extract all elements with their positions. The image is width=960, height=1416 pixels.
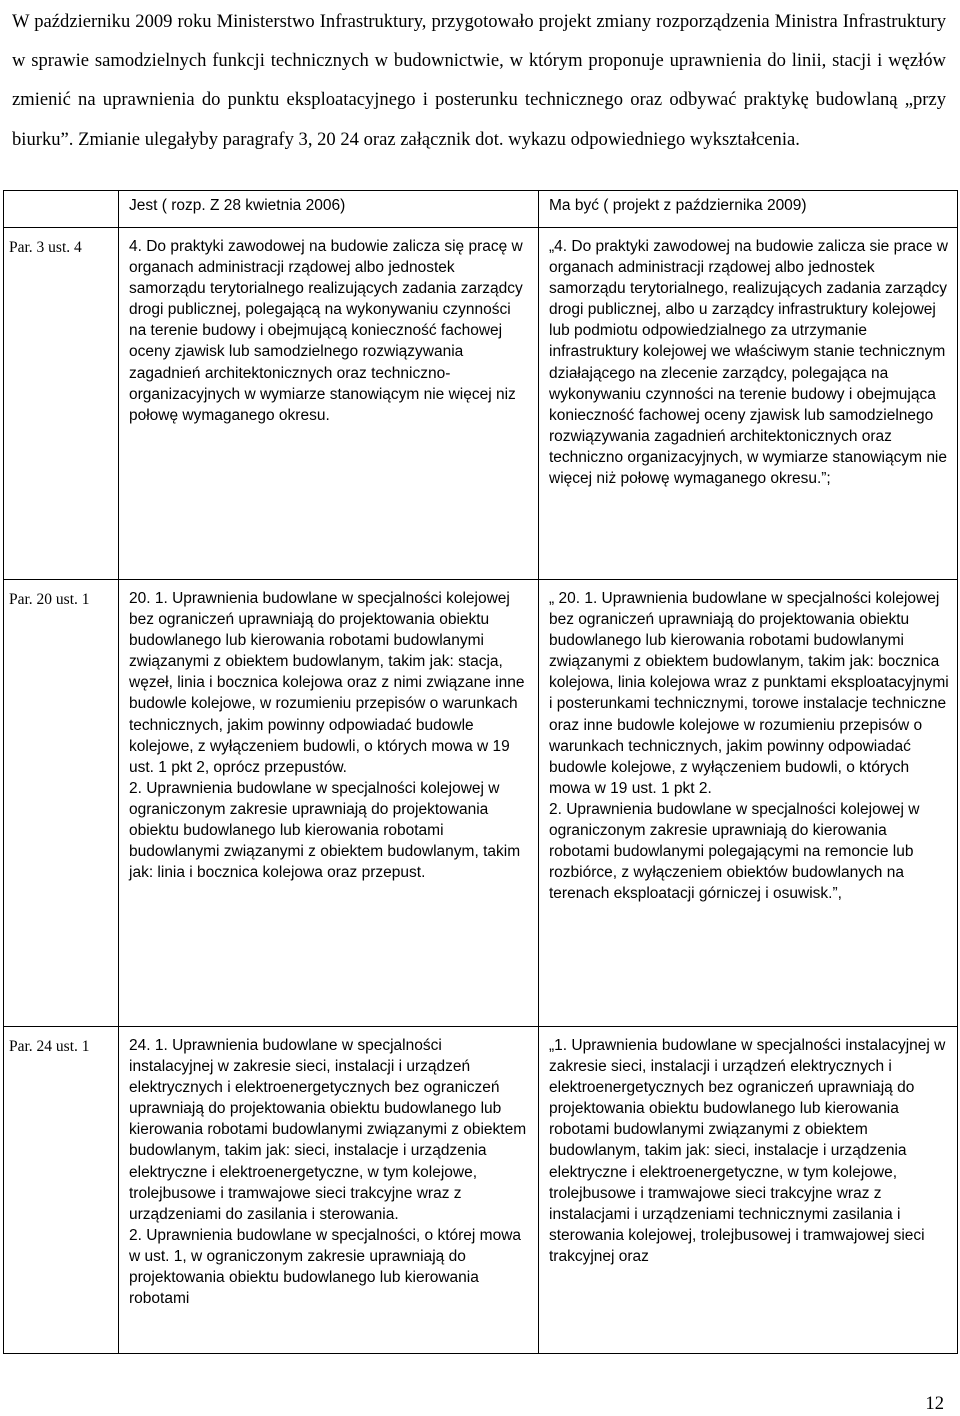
current-paragraph: 24. 1. Uprawnienia budowlane w specjalności instalacyjnej w zakresie sieci, instalacji i urządzeń elektrycznych i elektroenergetycznych bez ograniczeń uprawniają do projektowania obiektu budowlanego lub kierowania robotami budowlanymi związanymi z obiektem budowlanym, takim jak: sieci, instalacje i urządzenia elektryczne i elektroenergetyczne, w tym kolejowe, trolejbusowe i tramwajowe sieci trakcyjne wraz z urządzeniami do zasilania i sterowania.: [129, 1037, 527, 1223]
header-current: Jest ( rozp. Z 28 kwietnia 2006): [119, 191, 539, 228]
proposed-paragraph: 2. Uprawnienia budowlane w specjalności kolejowej w ograniczonym zakresie uprawniają do kierowania robotami budowlanymi polegającymi na remoncie lub rozbiórce, z wyłączeniem obiektów budowlanych na terenach eksploatacji górniczej i osuwisk.”,: [549, 800, 920, 903]
current-paragraph: 20. 1. Uprawnienia budowlane w specjalności kolejowej bez ograniczeń uprawniają do projektowania obiektu budowlanego lub kierowania robotami budowlanymi związanymi z obiektem budowlanym, takim jak: stacja, węzeł, linia i bocznica kolejowa oraz z nimi związane inne budowle kolejowe, w rozumieniu przepisów o warunkach technicznych, jakim powinny odpowiadać budowle kolejowe, z wyłączeniem budowli, o których mowa w 19 ust. 1 pkt 2, oprócz przepustów.: [129, 590, 525, 776]
current-paragraph: 2. Uprawnienia budowlane w specjalności kolejowej w ograniczonym zakresie uprawniają do projektowania obiektu budowlanego lub kierowania robotami budowlanymi związanymi z obiektem budowlanym, takim jak: linia i bocznica kolejowa oraz przepust.: [129, 779, 521, 882]
header-proposed: Ma być ( projekt z października 2009): [539, 191, 958, 228]
comparison-table: [3, 190, 958, 1354]
proposed-paragraph: „ 20. 1. Uprawnienia budowlane w specjalności kolejowej bez ograniczeń uprawniają do projektowania obiektu budowlanego lub kierowania robotami budowlanymi związanymi z obiektem budowlanym, takim jak: bocznica kolejowa, linia kolejowa wraz z punktami eksploatacyjnymi i posterunkami technicznymi, torowe instalacje techniczne oraz inne budowle kolejowe w rozumieniu przepisów o warunkach technicznych, jakim powinny odpowiadać budowle kolejowe, z wyłączeniem budowli, o których mowa w 19 ust. 1 pkt 2.: [549, 590, 949, 797]
proposed-text: „1. Uprawnienia budowlane w specjalności instalacyjnej w zakresie sieci, instalacji i urządzeń elektrycznych i elektroenergetycznych bez ograniczeń uprawniają do projektowania obiektu budowlanego lub kierowania robotami budowlanymi związanymi z obiektem budowlanym, takim jak: sieci, instalacje i urządzenia elektryczne i elektroenergetyczne, w tym kolejowe, trolejbusowe i tramwajowe sieci trakcyjne wraz z instalacjami i urządzeniami technicznymi zasilania i sterowania kolejowej, trolejbusowej i tramwajowej sieci trakcyjnej oraz: [539, 1027, 958, 1354]
current-text: [119, 1027, 539, 1354]
row-label: Par. 20 ust. 1: [4, 580, 119, 1027]
current-paragraph: 2. Uprawnienia budowlane w specjalności, o której mowa w ust. 1, w ograniczonym zakresie uprawniają do projektowania obiektu budowlanego lub kierowania robotami: [129, 1226, 522, 1308]
current-text: 4. Do praktyki zawodowej na budowie zalicza się pracę w organach administracji rządowej albo jednostek samorządu terytorialnego realizujących zadania zarządcy drogi publicznej, polegającą na wykonywaniu czynności na terenie budowy i obejmującą konieczność fachowej oceny zjawisk lub samodzielnego rozwiązywania zagadnień architektonicznych oraz techniczno-organizacyjnych w wymiarze stanowiącym nie więcej niz połowę wymaganego okresu.: [119, 228, 539, 580]
row-label: Par. 24 ust. 1: [4, 1027, 119, 1354]
current-text: [119, 580, 539, 1027]
page-number: 12: [925, 1393, 944, 1414]
table-row: [4, 228, 958, 580]
table-header-row: [4, 191, 958, 228]
proposed-text: [539, 580, 958, 1027]
table-row: [4, 580, 958, 1027]
row-label: Par. 3 ust. 4: [4, 228, 119, 580]
proposed-text: „4. Do praktyki zawodowej na budowie zalicza sie prace w organach administracji rządowej albo jednostek samorządu terytorialnego, realizujących zadania zarządcy drogi publicznej, albo u zarządcy infrastruktury kolejowej lub podmiotu odpowiedzialnego za utrzymanie infrastruktury kolejowej we właściwym stanie technicznym działającego na zlecenie zarządcy, polegająca na wykonywaniu czynności na terenie budowy i obejmująca konieczność fachowej oceny zjawisk lub samodzielnego rozwiązywania zagadnień architektonicznych oraz techniczno organizacyjnych, w wymiarze stanowiącym nie więcej niż połowę wymaganego okresu.”;: [539, 228, 958, 580]
intro-paragraph: W październiku 2009 roku Ministerstwo Infrastruktury, przygotowało projekt zmiany rozporządzenia Ministra Infrastruktury w sprawie samodzielnych funkcji technicznych w budownictwie, w którym proponuje uprawnienia do linii, stacji i węzłów zmienić na uprawnienia do punktu eksploatacyjnego i posterunku technicznego oraz odbywać praktykę budowlaną „przy biurku”. Zmianie ulegałyby paragrafy 3, 20 24 oraz załącznik dot. wykazu odpowiedniego wykształcenia.: [12, 11, 946, 150]
header-label-cell: [4, 191, 119, 228]
table-row: [4, 1027, 958, 1354]
intro-text: [12, 2, 946, 159]
